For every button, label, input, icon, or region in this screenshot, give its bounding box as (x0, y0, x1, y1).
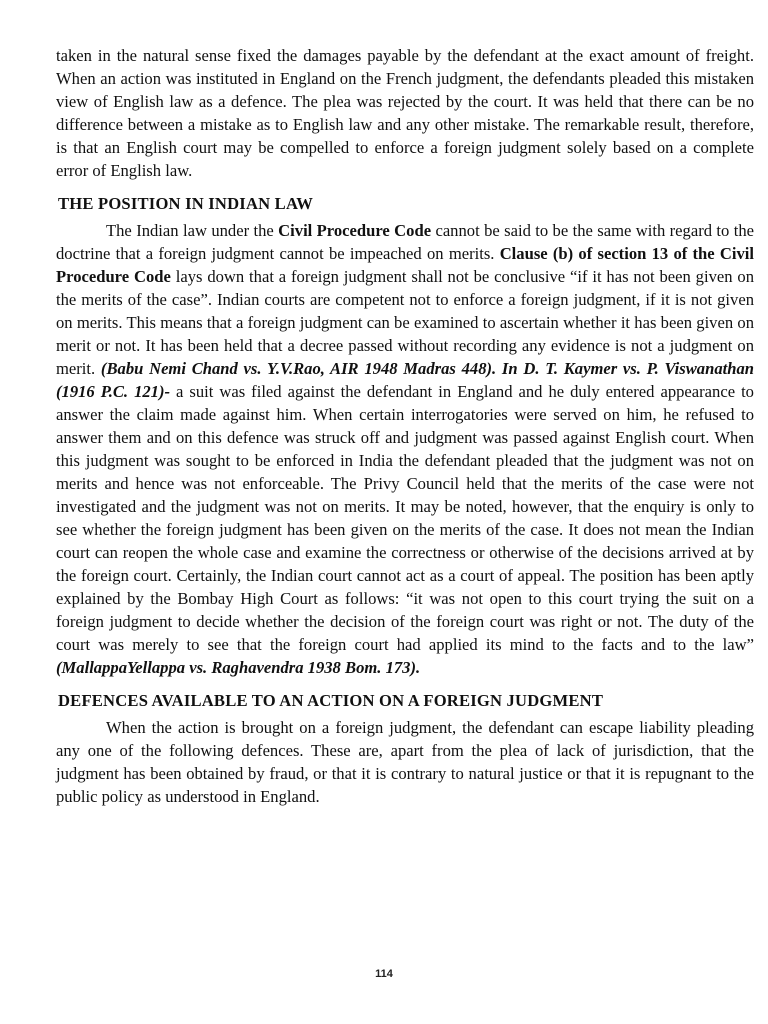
text-run: a suit was filed against the defendant in England and he duly entered appearance to answer the claim made against him. When certain interrogatories were served on him, he refused to answer them and on this defence was struck off and judgment was passed against English court. When this judgment was sought to be enforced in India the defendant pleaded that the judgment was not on merits and hence was not enforceable. The Privy Council held that the merits of the case were not investigated and the judgment was not on merits. It may be noted, however, that the enquiry is only to see whether the foreign judgment has been given on the merits of the case. It does not mean the Indian court can reopen the whole case and examine the correctness or otherwise of the decisions arrived at by the foreign court. Certainly, the Indian court cannot act as a court of appeal. The position has been aptly explained by the Bombay High Court as follows: “it was not open to this court trying the suit on a foreign judgment to decide whether the decision of the foreign court was right or not. The duty of the court was merely to see that the foreign court had applied its mind to the facts and to the law” (56, 382, 754, 654)
case-citation-babu-nemi-chand: (Babu Nemi Chand vs. Y.V.Rao, AIR 1948 Madras 448). In D. T. Kaymer vs. P. Viswanathan (1916 P.C. 121)- (56, 359, 754, 401)
text-run: cannot be said to be the same with regard to the doctrine that a foreign judgment cannot be impeached on merits. (56, 221, 754, 263)
page-body (56, 44, 754, 808)
section-heading-indian-law: THE POSITION IN INDIAN LAW (58, 194, 314, 213)
section-heading-defences: DEFENCES AVAILABLE TO AN ACTION ON A FOREIGN JUDGMENT (58, 691, 604, 710)
text-run: lays down that a foreign judgment shall not be conclusive “if it has not been given on the merits of the case”. Indian courts are competent not to enforce a foreign judgment, if it is not given on merits. This means that a foreign judgment can be examined to ascertain whether it has been given on merit or not. It has been held that a decree passed without recording any evidence is not a judgment on merit. (56, 267, 754, 378)
bold-clause-reference: Clause (b) of section 13 of the Civil Procedure Code (56, 244, 754, 286)
case-citation-mallappa: (MallappaYellappa vs. Raghavendra 1938 Bom. 173). (56, 658, 421, 677)
page-number: 114 (375, 968, 393, 980)
defences-paragraph: When the action is brought on a foreign judgment, the defendant can escape liability pleading any one of the following defences. These are, apart from the plea of lack of jurisdiction, that the judgment has been obtained by fraud, or that it is contrary to natural justice or that it is repugnant to the public policy as understood in England. (56, 718, 754, 806)
intro-paragraph: taken in the natural sense fixed the damages payable by the defendant at the exact amount of freight. When an action was instituted in England on the French judgment, the defendants pleaded this mistaken view of English law as a defence. The plea was rejected by the court. It was held that there can be no difference between a mistake as to English law and any other mistake. The remarkable result, therefore, is that an English court may be compelled to enforce a foreign judgment solely based on a complete error of English law. (56, 46, 754, 180)
text-run: The Indian law under the (106, 221, 279, 240)
indian-law-paragraph (56, 219, 754, 679)
bold-civil-procedure-code: Civil Procedure Code (278, 221, 432, 240)
